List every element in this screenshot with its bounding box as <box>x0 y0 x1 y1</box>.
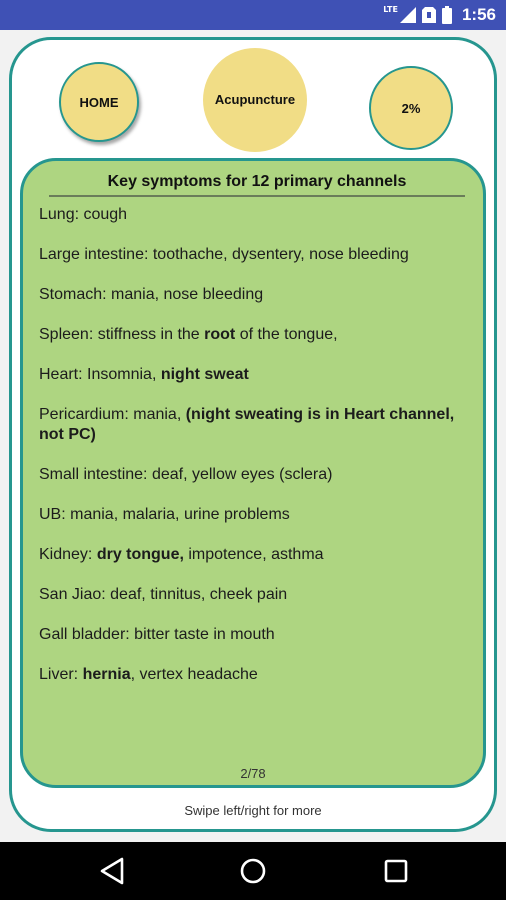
symptom-item <box>39 245 471 265</box>
symptom-item <box>39 325 471 345</box>
symptom-item <box>39 285 471 305</box>
page-indicator: 2/78 <box>240 766 266 781</box>
symptom-item <box>39 545 471 565</box>
no-sim-icon <box>422 7 436 23</box>
home-icon[interactable] <box>238 856 268 886</box>
symptom-text: San Jiao: deaf, tinnitus, cheek pain <box>39 586 288 603</box>
symptom-text: Large intestine: toothache, dysentery, nose bleeding <box>39 246 409 263</box>
symptom-list <box>39 205 471 705</box>
symptom-text: Spleen: stiffness in the <box>39 326 205 343</box>
symptom-emphasis: (night sweating is in Heart channel, not PC) <box>39 406 455 443</box>
symptom-text: Pericardium: mania, <box>39 406 186 423</box>
home-button[interactable]: HOME <box>59 62 139 142</box>
symptom-emphasis: night sweat <box>160 366 249 383</box>
signal-icon <box>400 7 416 23</box>
symptom-item <box>39 585 471 605</box>
swipe-hint: Swipe left/right for more <box>184 803 322 818</box>
symptom-item <box>39 205 471 225</box>
symptom-emphasis: root <box>204 326 236 343</box>
symptom-item <box>39 625 471 645</box>
progress-indicator: 2% <box>369 66 453 150</box>
symptom-item <box>39 465 471 485</box>
network-type: LTE <box>383 5 398 14</box>
symptom-text: Liver: <box>39 666 83 683</box>
symptom-text: UB: mania, malaria, urine problems <box>39 506 290 523</box>
symptom-text: Kidney: <box>39 546 97 563</box>
symptom-item <box>39 665 471 685</box>
card-title: Key symptoms for 12 primary channels <box>49 173 465 197</box>
symptom-text: Stomach: mania, nose bleeding <box>39 286 264 303</box>
symptom-text-tail: impotence, asthma <box>183 546 324 563</box>
symptom-text-tail: , vertex headache <box>130 666 258 683</box>
status-bar <box>0 0 506 30</box>
main-card <box>9 37 497 832</box>
back-icon[interactable] <box>98 856 128 886</box>
symptom-item <box>39 505 471 525</box>
symptom-text: Small intestine: deaf, yellow eyes (sclera) <box>39 466 333 483</box>
content-card[interactable] <box>20 158 486 788</box>
symptom-item <box>39 365 471 385</box>
symptom-text: Lung: cough <box>39 206 128 223</box>
symptom-emphasis: hernia <box>82 666 131 683</box>
symptom-text: Gall bladder: bitter taste in mouth <box>39 626 275 643</box>
recents-icon[interactable] <box>381 856 411 886</box>
app-title: Acupuncture <box>203 48 307 152</box>
status-icons <box>383 0 496 30</box>
status-time: 1:56 <box>461 5 496 24</box>
navigation-bar <box>0 842 506 900</box>
battery-icon <box>442 6 452 24</box>
symptom-text-tail: of the tongue, <box>235 326 338 343</box>
symptom-emphasis: dry tongue, <box>96 546 184 563</box>
symptom-text: Heart: Insomnia, <box>39 366 161 383</box>
symptom-item <box>39 405 471 445</box>
